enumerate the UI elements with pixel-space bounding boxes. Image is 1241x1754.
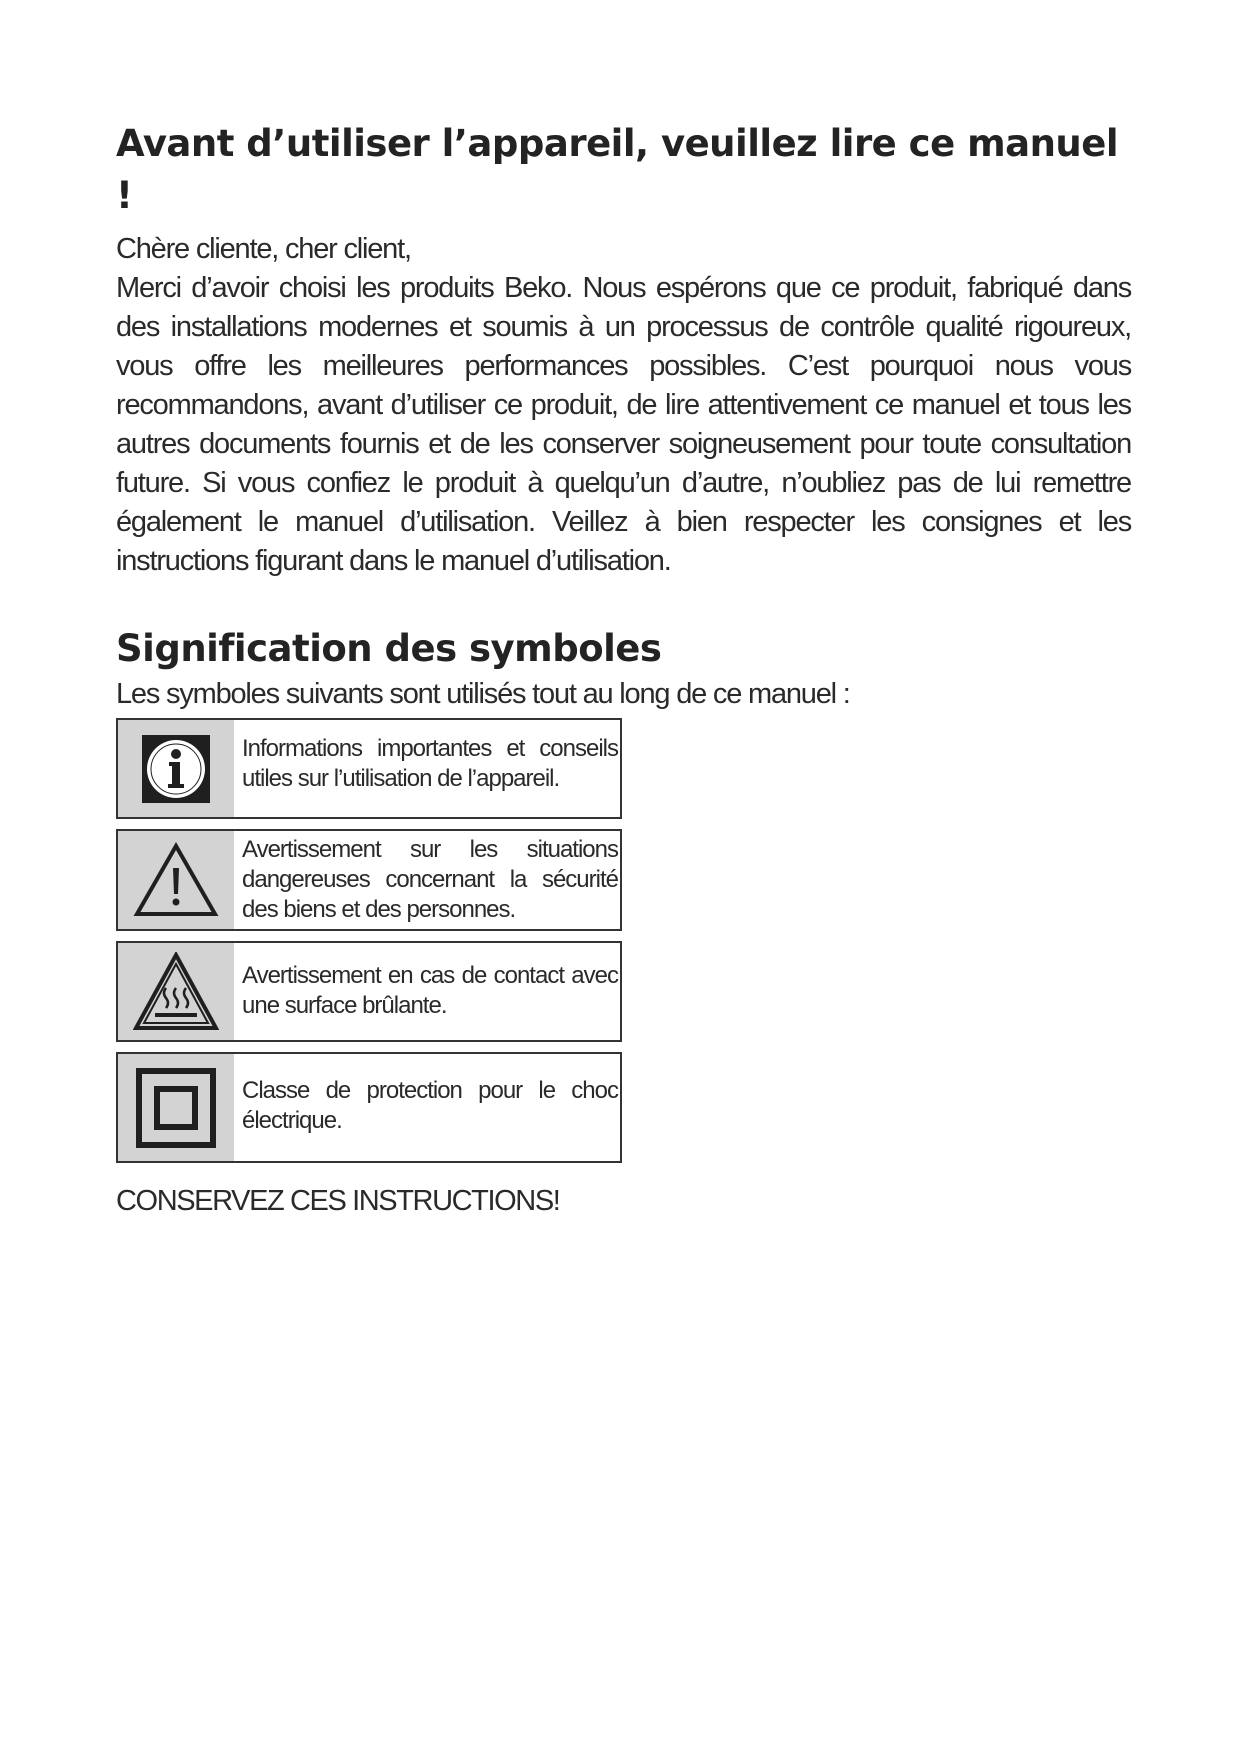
manual-page xyxy=(116,118,1131,1218)
symbol-icon-cell xyxy=(118,720,234,817)
page-title: Avant d’utiliser l’appareil, veuillez lire ce manuel ! xyxy=(116,122,1119,217)
info-icon xyxy=(141,734,211,804)
symbol-icon-cell xyxy=(118,1054,234,1161)
symbol-icon-cell xyxy=(118,831,234,929)
symbol-row-warning xyxy=(116,829,622,931)
intro-paragraph: Merci d’avoir choisi les produits Beko. Nous espérons que ce produit, fabriqué dans des installations modernes et soumis à un processus de contrôle qualité rigoureux, vous offre les meilleures performances possibles. C’est pourquoi nous vous recommandons, avant d’utiliser ce produit, de lire attentivement ce manuel et tous les autres documents fournis et de les conserver soigneusement pour toute consultation future. Si vous confiez le produit à quelqu’un d’autre, n’oubliez pas de lui remettre également le manuel d’utilisation. Veillez à bien respecter les consignes et les instructions figurant dans le manuel d’utilisation. xyxy=(116,272,1131,577)
symbol-list xyxy=(116,718,622,1163)
hot-surface-icon xyxy=(133,952,219,1032)
symbol-icon-cell xyxy=(118,943,234,1040)
double-insulation-icon xyxy=(136,1068,216,1148)
symbol-row-info xyxy=(116,718,622,819)
symbols-heading: Signification des symboles xyxy=(116,627,662,670)
salutation: Chère cliente, cher client, xyxy=(116,233,411,265)
symbol-row-protection-class xyxy=(116,1052,622,1163)
symbol-description: Informations importantes et conseils utiles sur l’utilisation de l’appareil. xyxy=(242,735,618,792)
symbol-description: Avertissement en cas de contact avec une surface brûlante. xyxy=(242,962,618,1019)
symbol-description: Avertissement sur les situations dangereuses concernant la sécurité des biens et des personnes. xyxy=(242,836,618,923)
keep-instructions-note: CONSERVEZ CES INSTRUCTIONS! xyxy=(116,1185,560,1217)
symbol-row-hot-surface xyxy=(116,941,622,1042)
symbol-description: Classe de protection pour le choc électrique. xyxy=(242,1077,618,1134)
warning-triangle-icon xyxy=(133,842,219,918)
symbols-section xyxy=(116,623,1131,1218)
symbols-intro: Les symboles suivants sont utilisés tout au long de ce manuel : xyxy=(116,678,850,710)
